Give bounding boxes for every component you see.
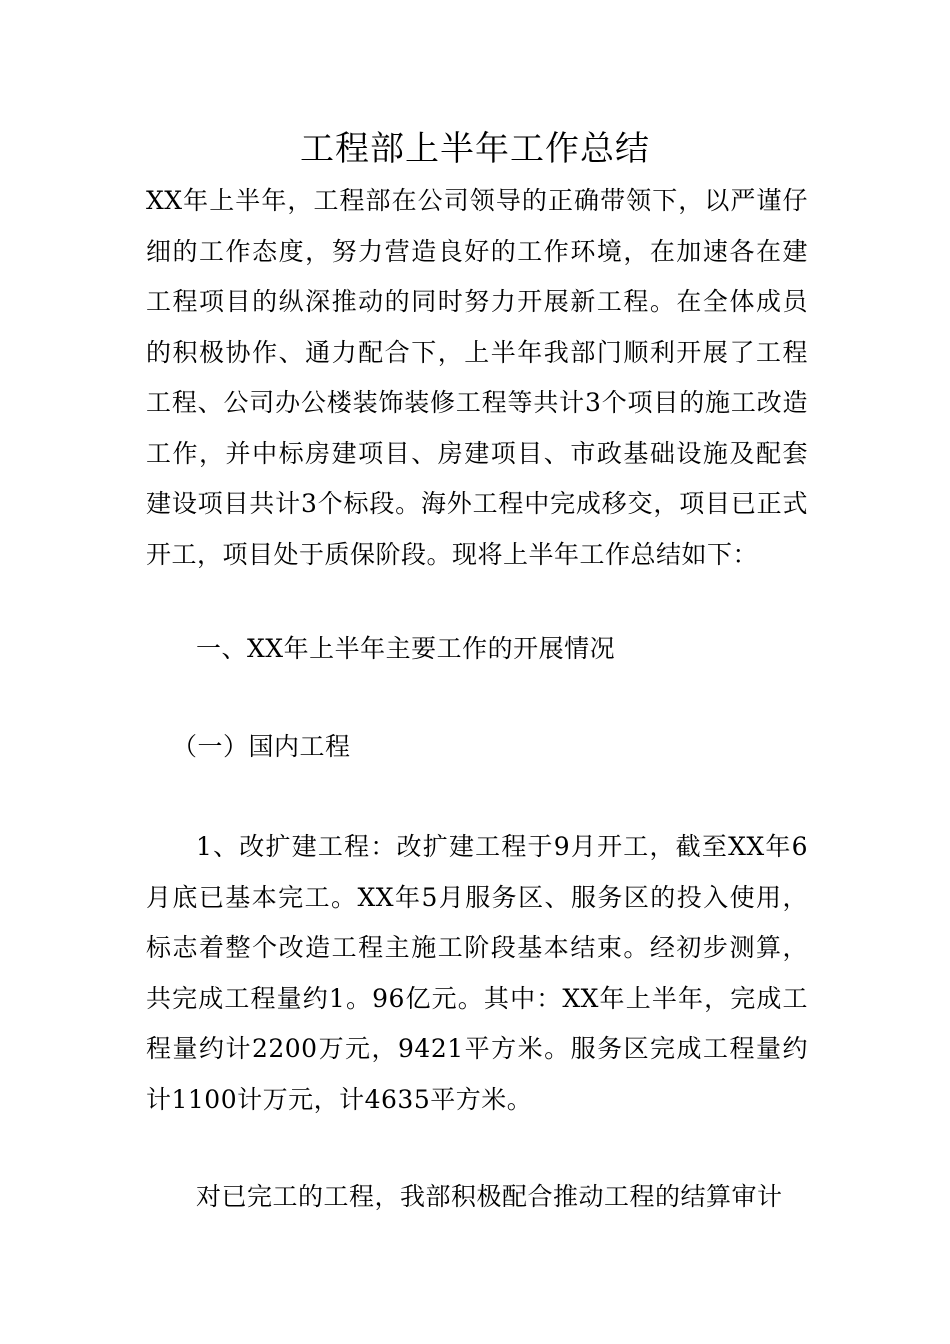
continuation-paragraph: 对已完工的工程，我部积极配合推动工程的结算审计 [196,1182,783,1211]
item-paragraph: 1、改扩建工程：改扩建工程于9月开工，截至XX年6月底已基本完工。XX年5月服务区、服务区的投入使用，标志着整个改造工程主施工阶段基本结束。经初步测算，共完成工程量约1。96亿元。其中：XX年上半年，完成工程量约计2200万元，9421平方米。服务区完成工程量约计1100计万元，计4635平方米。 [146,832,808,1114]
page-title: 工程部上半年工作总结 [300,129,650,169]
subsection-heading: （一）国内工程 [172,732,351,761]
intro-paragraph: XX年上半年，工程部在公司领导的正确带领下，以严谨仔细的工作态度，努力营造良好的工作环境，在加速各在建工程项目的纵深推动的同时努力开展新工程。在全体成员的积极协作、通力配合下，上半年我部门顺利开展了工程工程、公司办公楼装饰装修工程等共计3个项目的施工改造工作，并中标房建项目、房建项目、市政基础设施及配套建设项目共计3个标段。海外工程中完成移交，项目已正式开工，项目处于质保阶段。现将上半年工作总结如下： [146,186,808,569]
section-heading: 一、XX年上半年主要工作的开展情况 [196,634,616,663]
